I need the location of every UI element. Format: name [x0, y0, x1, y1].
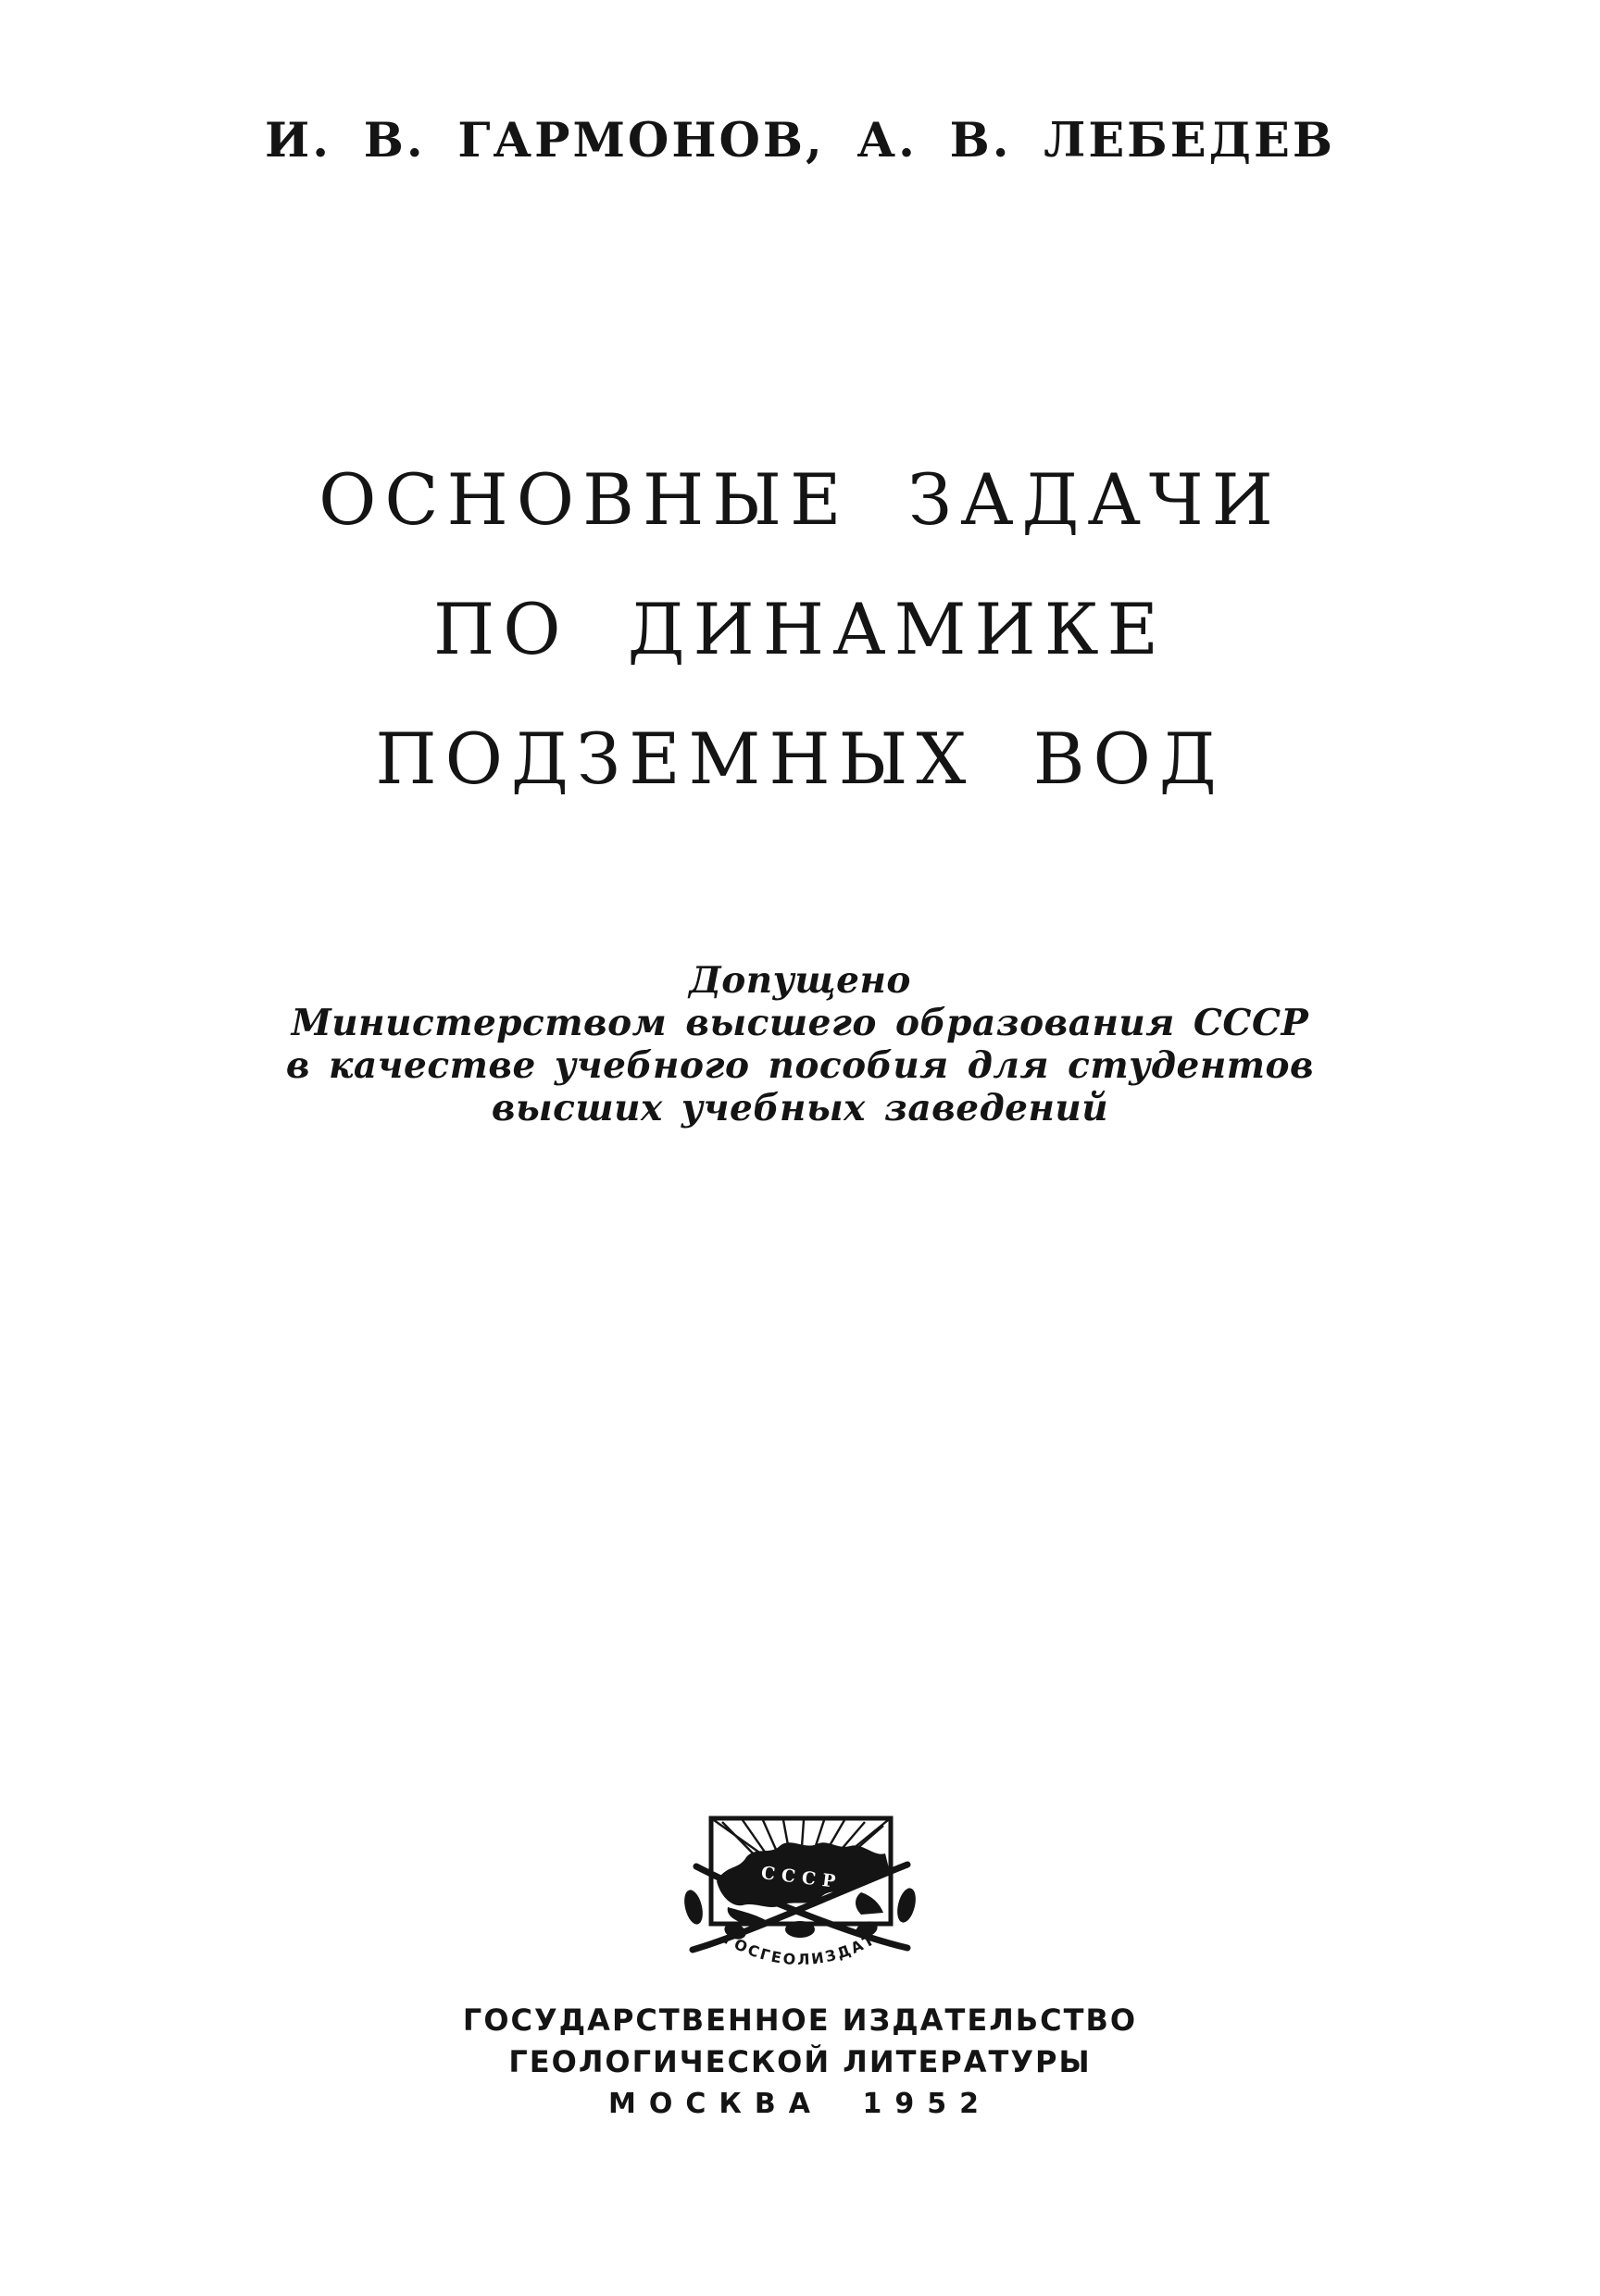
city-year-line: МОСКВА 1952 [608, 2088, 992, 2120]
approval-note [0, 959, 1600, 1129]
emblem-ribbon-text: ГОСГЕОЛИЗДАТ [720, 1929, 880, 1969]
approval-line-3: в качестве учебного пособия для студентов [285, 1044, 1315, 1087]
gosgeolizdat-emblem-icon [680, 1811, 920, 1992]
title-line-2: ПО ДИНАМИКЕ [432, 588, 1168, 670]
publisher-line-2: ГЕОЛОГИЧЕСКОЙ ЛИТЕРАТУРЫ [508, 2044, 1092, 2079]
imprint-block [0, 2000, 1600, 2125]
book-title [0, 435, 1600, 824]
title-line-1: ОСНОВНЫЕ ЗАДАЧИ [319, 458, 1281, 541]
approval-line-1: Допущено [689, 959, 911, 1002]
approval-line-4: высших учебных заведений [491, 1087, 1109, 1129]
authors-line: И. В. ГАРМОНОВ, А. В. ЛЕБЕДЕВ [265, 113, 1335, 168]
publisher-line-1: ГОСУДАРСТВЕННОЕ ИЗДАТЕЛЬСТВО [462, 2003, 1138, 2038]
emblem-map-label: СССР [759, 1862, 844, 1893]
approval-line-2: Министерством высшего образования СССР [291, 1002, 1309, 1044]
publisher-emblem [0, 1811, 1600, 1992]
title-line-3: ПОДЗЕМНЫХ ВОД [375, 718, 1225, 800]
